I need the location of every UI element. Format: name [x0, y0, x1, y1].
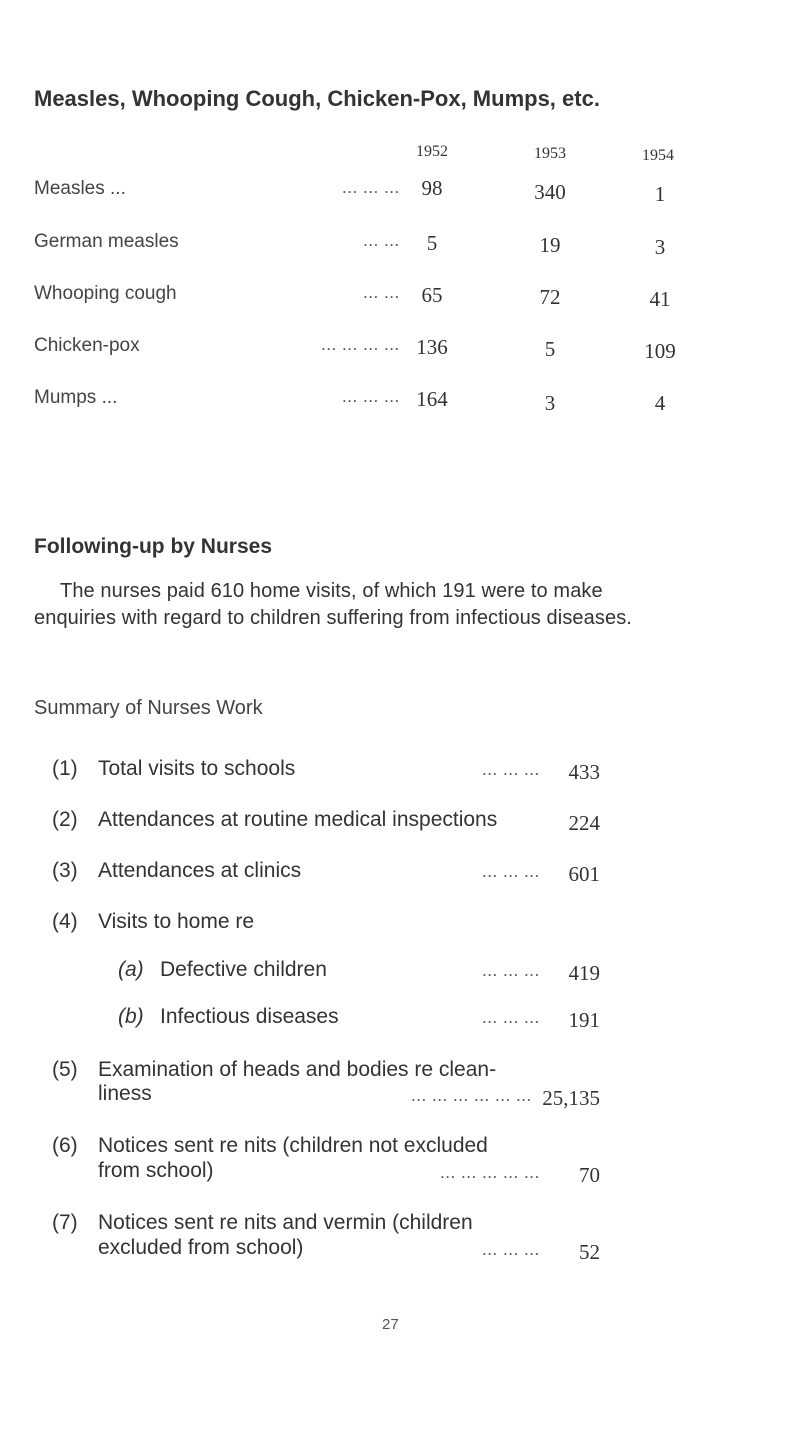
summary-item-number: (3) [52, 859, 78, 882]
table-cell-1953: 19 [539, 233, 561, 257]
summary-heading: Summary of Nurses Work [34, 697, 263, 719]
table-row-label: Chicken-pox [34, 335, 140, 356]
summary-item-number: (7) [52, 1211, 78, 1234]
summary-subitem-value: 191 [568, 1008, 600, 1032]
leader-dots: ... ... ... ... ... ... [411, 1086, 532, 1105]
table-row-label: Mumps ... [34, 387, 118, 408]
summary-item-label: Notices sent re nits and vermin (children [98, 1211, 473, 1234]
table-cell-1952: 136 [416, 335, 448, 359]
summary-item-number: (1) [52, 757, 78, 780]
year-header-1954: 1954 [642, 147, 674, 164]
table-cell-1953: 72 [539, 285, 561, 309]
leader-dots: ... ... ... [482, 1008, 540, 1027]
table-row-label: Measles ... [34, 178, 126, 199]
summary-item-label: Examination of heads and bodies re clean- [98, 1058, 497, 1081]
summary-item-number: (5) [52, 1058, 78, 1081]
leader-dots: ... ... ... ... ... [440, 1163, 540, 1182]
leader-dots: ... ... ... [482, 1240, 540, 1259]
page-title: Measles, Whooping Cough, Chicken-Pox, Mumps, etc. [34, 86, 600, 111]
leader-dots: ... ... [363, 283, 400, 302]
table-cell-1954: 3 [654, 235, 666, 259]
table-cell-1954: 1 [654, 182, 666, 206]
summary-subitem-letter: (b) [118, 1005, 144, 1028]
table-cell-1952: 164 [416, 387, 448, 411]
summary-subitem-label: Defective children [160, 958, 327, 981]
leader-dots: ... ... ... [342, 178, 400, 197]
table-cell-1952: 98 [421, 176, 443, 200]
leader-dots: ... ... ... ... [321, 335, 400, 354]
leader-dots: ... ... [363, 231, 400, 250]
summary-item-label-continued: excluded from school) [98, 1236, 304, 1259]
table-cell-1953: 3 [544, 391, 556, 415]
leader-dots: ... ... ... [482, 862, 540, 881]
table-cell-1952: 65 [421, 283, 443, 307]
summary-item-label: Attendances at clinics [98, 859, 302, 882]
table-cell-1954: 109 [644, 339, 676, 363]
table-cell-1954: 4 [654, 391, 666, 415]
leader-dots: ... ... ... [482, 961, 540, 980]
summary-item-label-continued: from school) [98, 1159, 214, 1182]
follow-up-paragraph-line-2: enquiries with regard to children suffering from infectious diseases. [34, 607, 632, 629]
summary-item-value: 433 [568, 760, 600, 784]
leader-dots: ... ... ... [342, 387, 400, 406]
summary-item-number: (4) [52, 910, 78, 933]
year-header-1953: 1953 [534, 145, 566, 162]
table-cell-1953: 340 [534, 180, 566, 204]
summary-item-label: Attendances at routine medical inspections [98, 808, 498, 831]
summary-item-value: 224 [568, 811, 600, 835]
table-cell-1952: 5 [426, 231, 438, 255]
summary-item-number: (6) [52, 1134, 78, 1157]
table-cell-1953: 5 [544, 337, 556, 361]
summary-item-number: (2) [52, 808, 78, 831]
summary-item-label: Notices sent re nits (children not excluded [98, 1134, 488, 1157]
leader-dots: ... ... ... [482, 760, 540, 779]
table-row-label: German measles [34, 231, 179, 252]
summary-item-label-continued: liness [98, 1082, 152, 1105]
follow-up-heading: Following-up by Nurses [34, 535, 273, 558]
page-number: 27 [382, 1316, 399, 1333]
table-cell-1954: 41 [649, 287, 671, 311]
summary-item-value: 52 [579, 1240, 600, 1264]
summary-item-value: 70 [579, 1163, 600, 1187]
summary-item-value: 25,135 [542, 1086, 600, 1110]
summary-item-label: Total visits to schools [98, 757, 296, 780]
year-header-1952: 1952 [416, 143, 448, 160]
summary-item-value: 601 [568, 862, 600, 886]
summary-subitem-label: Infectious diseases [160, 1005, 339, 1028]
summary-item-label: Visits to home re [98, 910, 255, 933]
summary-subitem-letter: (a) [118, 958, 144, 981]
summary-subitem-value: 419 [568, 961, 600, 985]
table-row-label: Whooping cough [34, 283, 177, 304]
follow-up-paragraph-line-1: The nurses paid 610 home visits, of which 191 were to make [60, 580, 603, 602]
